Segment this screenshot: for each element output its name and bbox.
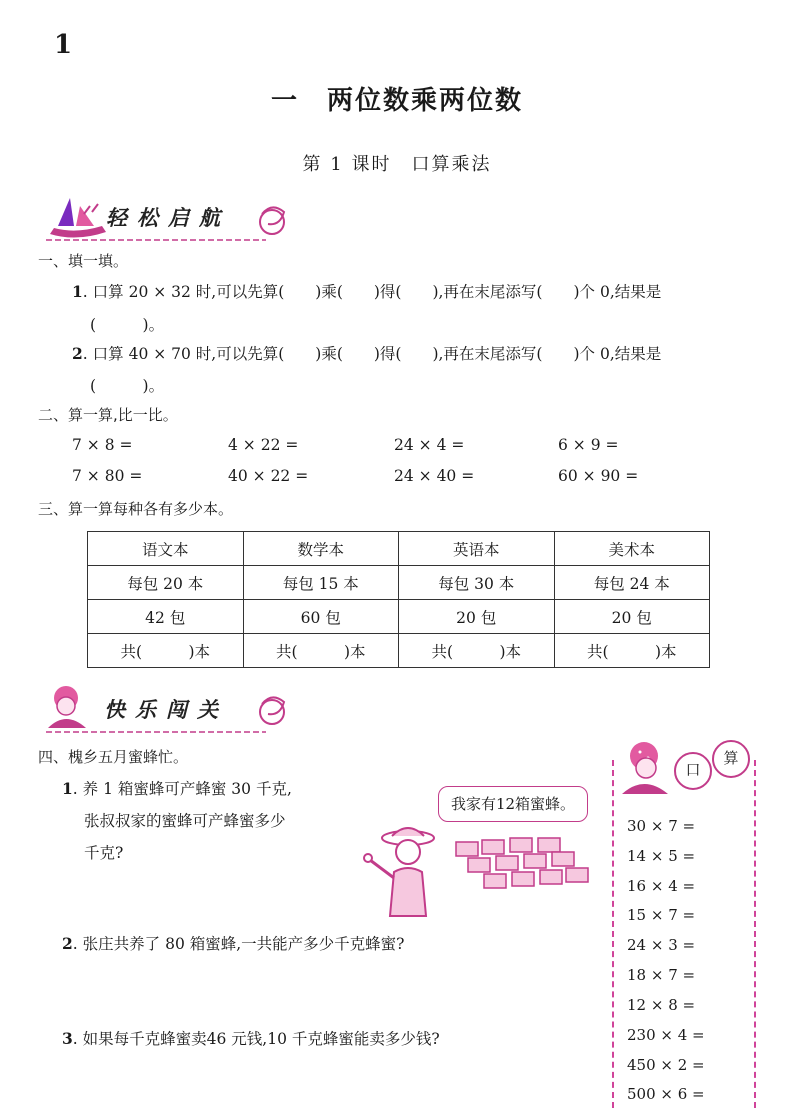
section-4-heading: 四、槐乡五月蜜蜂忙。 <box>38 748 189 766</box>
table-cell: 42 包 <box>88 600 244 634</box>
table-cell: 20 包 <box>399 600 555 634</box>
table-cell: 每包 15 本 <box>243 566 399 600</box>
beekeeper-icon <box>356 820 456 920</box>
question-number: 2 <box>72 344 83 363</box>
mental-math-item: 24 × 3 = <box>627 936 696 954</box>
question-number: 2 <box>62 934 73 953</box>
table-row <box>88 634 710 668</box>
mental-math-item: 18 × 7 = <box>627 966 696 984</box>
mental-math-item: 450 × 2 = <box>627 1056 705 1074</box>
question-4-2 <box>62 932 404 954</box>
banner-title: 快乐闯关 <box>104 697 228 722</box>
lesson-title: 第 1 课时 口算乘法 <box>302 154 492 175</box>
mental-math-item: 30 × 7 = <box>627 817 696 835</box>
table-cell: 共( )本 <box>243 634 399 668</box>
question-4-1-line3: 千克? <box>84 844 124 862</box>
banner-title: 轻松启航 <box>106 205 230 230</box>
calc-item: 7 × 80 = <box>72 467 143 485</box>
table-cell: 共( )本 <box>399 634 555 668</box>
table-row <box>88 600 710 634</box>
question-text: . 口算 40 × 70 时,可以先算( )乘( )得( ),再在末尾添写( )个 0,结果是 <box>82 345 662 363</box>
banner-kuaile <box>36 682 296 742</box>
table-cell: 60 包 <box>243 600 399 634</box>
question-number: 1 <box>72 282 83 301</box>
mental-math-item: 230 × 4 = <box>627 1026 705 1044</box>
calc-item: 4 × 22 = <box>228 436 299 454</box>
table-cell: 共( )本 <box>88 634 244 668</box>
unit-title: 一 两位数乘两位数 <box>270 86 523 116</box>
question-4-1-line2: 张叔叔家的蜜蜂可产蜂蜜多少 <box>84 812 286 830</box>
question-1-2-answer: ( )。 <box>90 377 165 395</box>
books-table <box>87 531 710 668</box>
table-header-cell: 数学本 <box>243 532 399 566</box>
table-cell: 每包 24 本 <box>554 566 710 600</box>
calc-item: 24 × 4 = <box>394 436 465 454</box>
calc-item: 24 × 40 = <box>394 467 475 485</box>
question-text: . 张庄共养了 80 箱蜜蜂,一共能产多少千克蜂蜜? <box>72 935 405 953</box>
mental-math-item: 12 × 8 = <box>627 996 696 1014</box>
table-cell: 20 包 <box>554 600 710 634</box>
table-row <box>88 566 710 600</box>
calc-item: 60 × 90 = <box>558 467 639 485</box>
question-text: . 如果每千克蜂蜜卖46 元钱,10 千克蜂蜜能卖多少钱? <box>72 1030 440 1048</box>
table-header-cell: 美术本 <box>554 532 710 566</box>
question-1-1 <box>72 280 661 302</box>
question-4-1 <box>62 777 292 799</box>
table-header-cell: 英语本 <box>399 532 555 566</box>
calc-item: 7 × 8 = <box>72 436 133 454</box>
question-text: . 口算 20 × 32 时,可以先算( )乘( )得( ),再在末尾添写( )个 0,结果是 <box>82 283 662 301</box>
section-2-heading: 二、算一算,比一比。 <box>38 406 178 424</box>
section-1-heading: 一、填一填。 <box>38 252 129 270</box>
section-3-heading: 三、算一算每种各有多少本。 <box>38 500 234 518</box>
beehive-icon <box>454 836 590 894</box>
mental-math-item: 16 × 4 = <box>627 877 696 895</box>
calc-item: 40 × 22 = <box>228 467 309 485</box>
table-row <box>88 532 710 566</box>
mental-math-item: 15 × 7 = <box>627 906 696 924</box>
table-header-cell: 语文本 <box>88 532 244 566</box>
calc-item: 6 × 9 = <box>558 436 619 454</box>
table-cell: 共( )本 <box>554 634 710 668</box>
mental-math-item: 14 × 5 = <box>627 847 696 865</box>
question-text: . 养 1 箱蜜蜂可产蜂蜜 30 千克, <box>72 780 292 798</box>
tag-kou: 口 <box>674 752 712 790</box>
banner-qingsong <box>36 192 296 252</box>
question-1-1-answer: ( )。 <box>90 316 165 334</box>
speech-bubble: 我家有12箱蜜蜂。 <box>438 786 588 822</box>
question-4-3 <box>62 1027 440 1049</box>
tag-suan: 算 <box>712 740 750 778</box>
question-number: 1 <box>62 779 73 798</box>
mental-math-item: 500 × 6 = <box>627 1085 705 1103</box>
question-1-2 <box>72 342 661 364</box>
table-cell: 每包 30 本 <box>399 566 555 600</box>
table-cell: 每包 20 本 <box>88 566 244 600</box>
page-number: 1 <box>54 30 73 60</box>
question-number: 3 <box>62 1029 73 1048</box>
